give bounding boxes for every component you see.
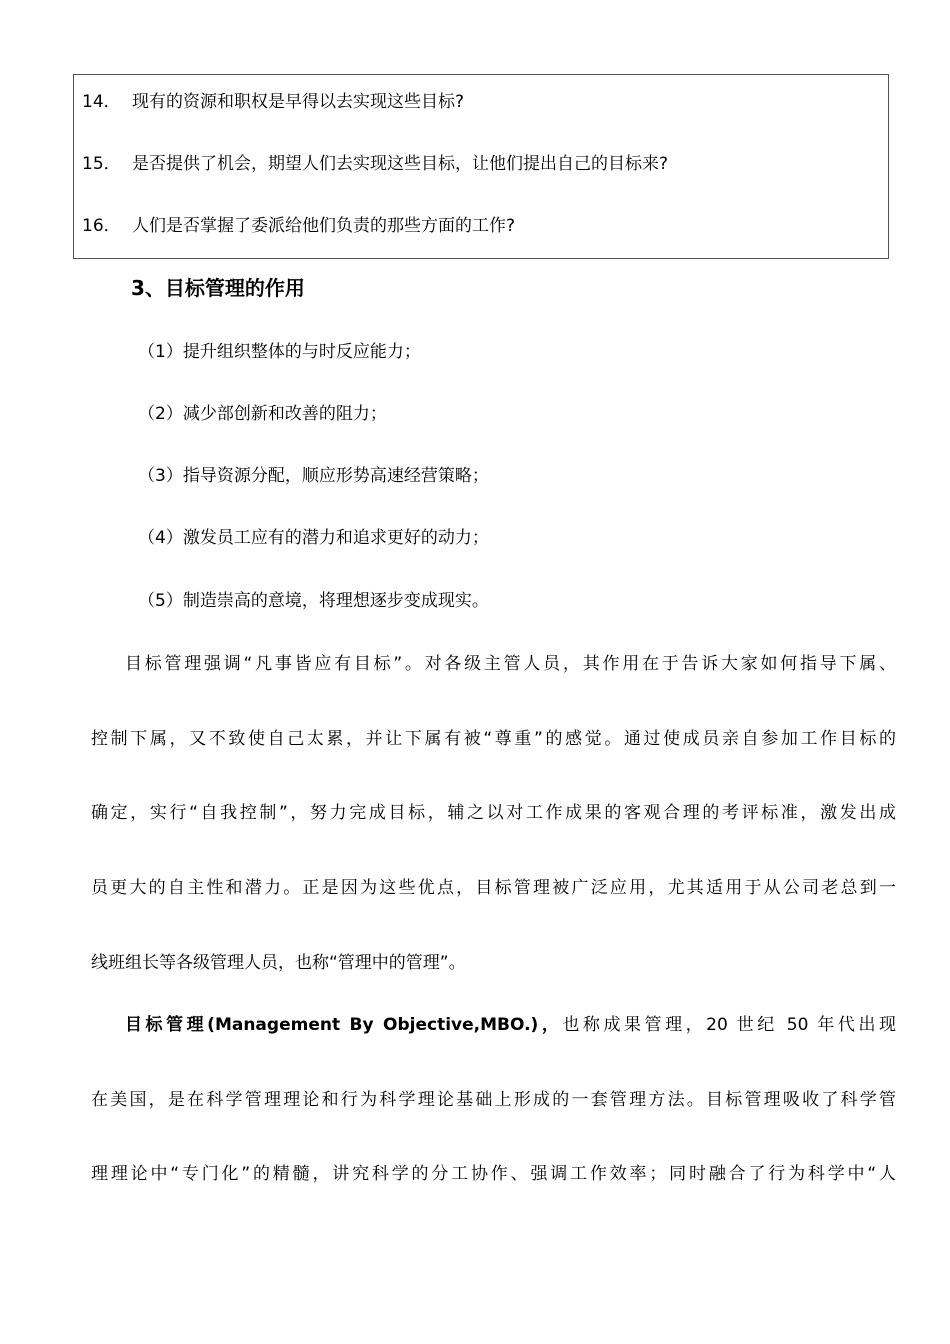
paragraph-line: 控制下属，又不致使自己太累，并让下属有被“尊重”的感觉。通过使成员亲自参加工作目标的: [91, 729, 896, 749]
paragraph-line: 在美国，是在科学管理理论和行为科学理论基础上形成的一套管理方法。目标管理吸收了科学管: [91, 1090, 896, 1110]
paragraph-line: 理理论中“专门化”的精髓，讲究科学的分工协作、强调工作效率；同时融合了行为科学中“人: [91, 1164, 896, 1184]
paragraph-line: 员更大的自主性和潜力。正是因为这些优点，目标管理被广泛应用，尤其适用于从公司老总到一: [91, 878, 896, 898]
paragraph-line: 确定，实行“自我控制”，努力完成目标，辅之以对工作成果的客观合理的考评标准，激发出成: [91, 803, 896, 823]
item-text: 现有的资源和职权是早得以去实现这些目标?: [132, 92, 465, 112]
list-item: （2）减少部创新和改善的阻力；: [138, 404, 387, 424]
item-text: 人们是否掌握了委派给他们负责的那些方面的工作?: [132, 216, 516, 236]
section-heading: 3、目标管理的作用: [131, 276, 305, 300]
list-item: （4）激发员工应有的潜力和追求更好的动力；: [138, 528, 489, 548]
checklist-item: [82, 153, 668, 175]
paragraph-line: 目标管理强调“凡事皆应有目标”。对各级主管人员，其作用在于告诉大家如何指导下属、: [125, 654, 896, 674]
list-item: （5）制造崇高的意境，将理想逐步变成现实。: [138, 591, 489, 611]
checklist-item: [82, 91, 464, 113]
paragraph-text: 也称成果管理，20 世纪 50 年代出现: [562, 1015, 896, 1035]
list-item: （3）指导资源分配，顺应形势高速经营策略；: [138, 466, 489, 486]
checklist-item: [82, 215, 515, 237]
item-number: 15．: [82, 154, 121, 174]
checklist-box: [73, 74, 889, 259]
paragraph-line: 线班组长等各级管理人员，也称“管理中的管理”。: [91, 953, 466, 973]
item-number: 14．: [82, 92, 121, 112]
bold-term: 目标管理(Management By Objective,MBO.)，: [125, 1015, 563, 1035]
paragraph-line: [125, 1014, 896, 1036]
list-item: （1）提升组织整体的与时反应能力；: [138, 342, 421, 362]
item-number: 16．: [82, 216, 121, 236]
item-text: 是否提供了机会，期望人们去实现这些目标，让他们提出自己的目标来?: [132, 154, 669, 174]
